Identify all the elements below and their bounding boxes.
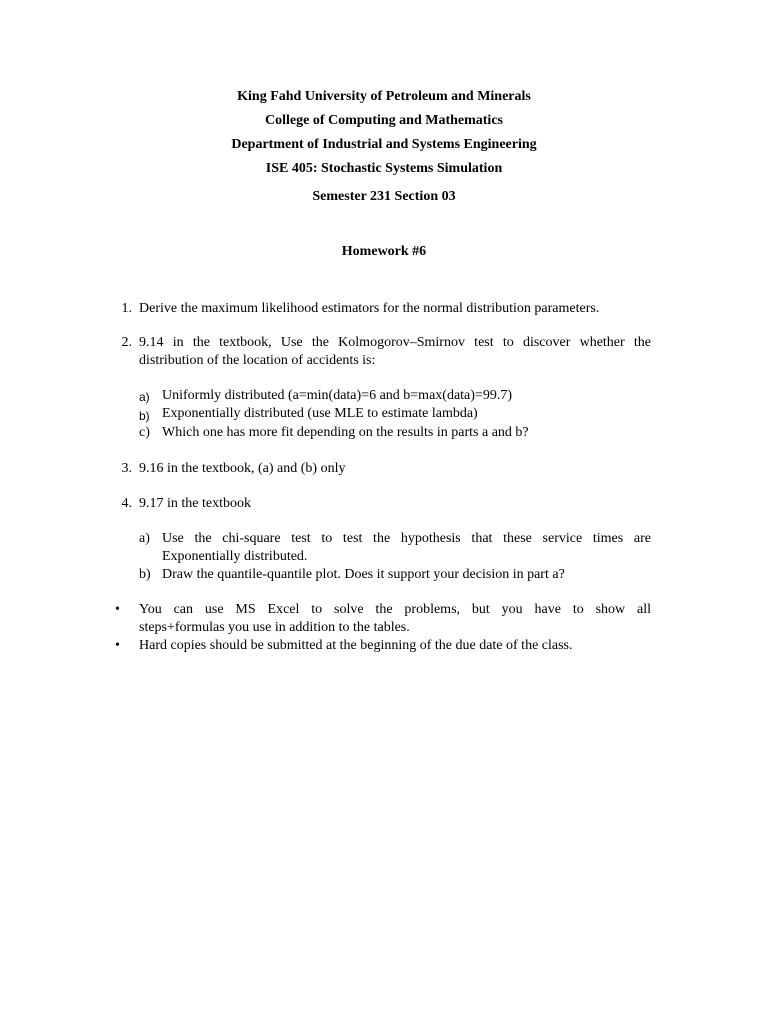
subpart-label: a) (139, 390, 150, 404)
university-name: King Fahd University of Petroleum and Minerals (237, 89, 531, 104)
question-number: 2. (121, 335, 132, 350)
bullet-icon: • (115, 602, 120, 617)
subpart-text-line: Exponentially distributed. (162, 549, 308, 564)
college-name: College of Computing and Mathematics (265, 113, 503, 128)
department-name: Department of Industrial and Systems Engineering (231, 137, 537, 152)
subpart-label: c) (139, 425, 150, 440)
note-text: Hard copies should be submitted at the beginning of the due date of the class. (139, 638, 573, 653)
subpart-label: a) (139, 531, 150, 546)
semester-section: Semester 231 Section 03 (312, 189, 456, 204)
bullet-icon: • (115, 638, 120, 653)
question-text: Derive the maximum likelihood estimators for the normal distribution parameters. (139, 301, 600, 316)
subpart-text: Draw the quantile-quantile plot. Does it support your decision in part a? (162, 567, 565, 582)
question-number: 4. (121, 496, 132, 511)
question-text-line: distribution of the location of accidents is: (139, 353, 376, 368)
course-title: ISE 405: Stochastic Systems Simulation (265, 161, 503, 176)
question-text: 9.16 in the textbook, (a) and (b) only (139, 461, 346, 476)
note-text-line: steps+formulas you use in addition to the tables. (139, 620, 410, 635)
subpart-text: Exponentially distributed (use MLE to estimate lambda) (162, 406, 478, 421)
subpart-label: b) (139, 409, 150, 423)
homework-title: Homework #6 (341, 244, 427, 259)
question-number: 3. (121, 461, 132, 476)
question-number: 1. (121, 301, 132, 316)
question-text-line: 9.14 in the textbook, Use the Kolmogorov–Smirnov test to discover whether the (139, 335, 651, 350)
subpart-text-line: Use the chi-square test to test the hypothesis that these service times are (162, 531, 651, 546)
subpart-text: Uniformly distributed (a=min(data)=6 and b=max(data)=99.7) (162, 388, 512, 403)
subpart-text: Which one has more fit depending on the results in parts a and b? (162, 425, 529, 440)
note-text-line: You can use MS Excel to solve the problems, but you have to show all (139, 602, 651, 617)
question-text: 9.17 in the textbook (139, 496, 251, 511)
subpart-label: b) (139, 567, 151, 582)
